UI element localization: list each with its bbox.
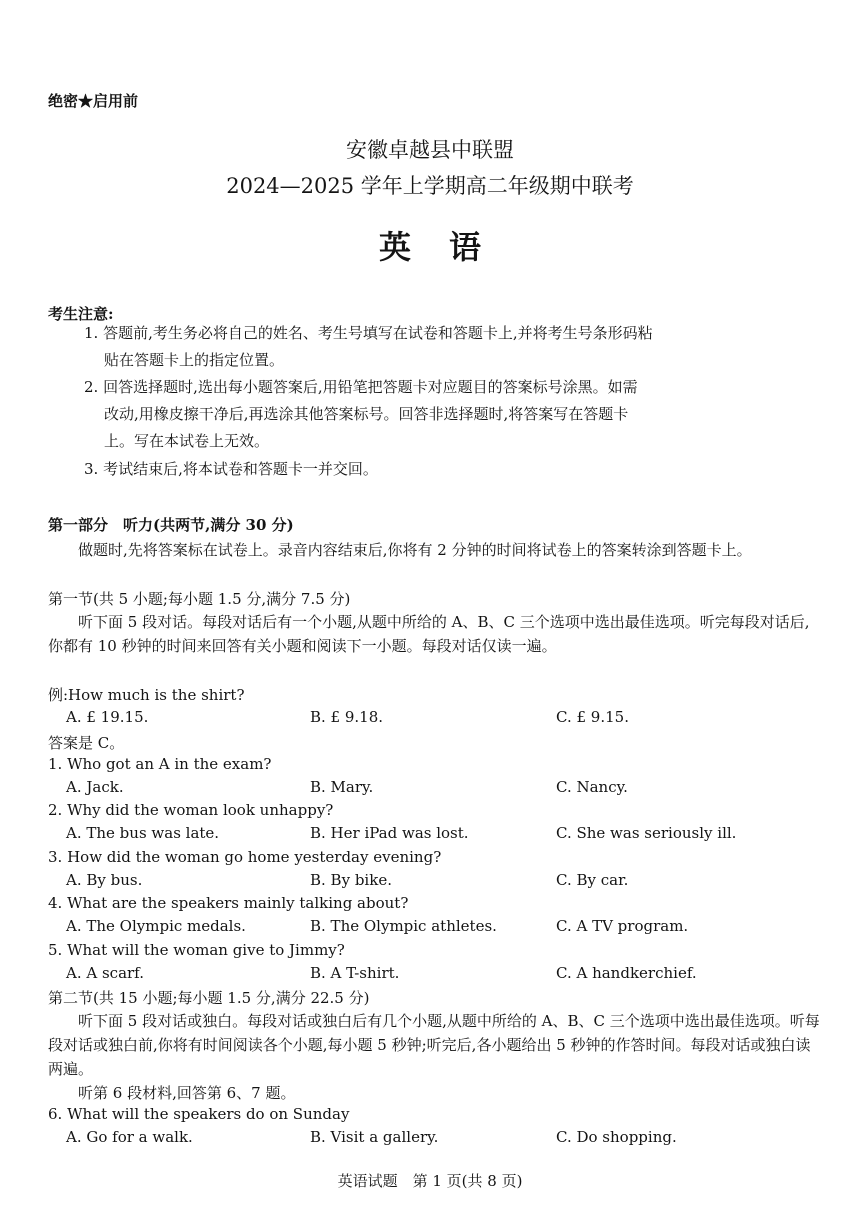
option-c: C. By car. (556, 871, 629, 889)
question-1: 1. Who got an A in the exam? (48, 755, 272, 773)
confidential-label: 绝密★启用前 (48, 92, 139, 110)
option-c: C. A TV program. (556, 917, 689, 935)
option-a: A. £ 19.15. (66, 708, 149, 726)
notice-heading: 考生注意: (48, 305, 114, 323)
section2-heading: 第二节(共 15 小题;每小题 1.5 分,满分 22.5 分) (48, 989, 370, 1007)
option-a: A. By bus. (66, 871, 143, 889)
notice-item-1 (84, 320, 824, 374)
part1-intro: 做题时,先将答案标在试卷上。录音内容结束后,你将有 2 分钟的时间将试卷上的答案转涂到答题卡上。 (78, 541, 752, 559)
exam-title: 2024—2025 学年上学期高二年级期中联考 (226, 174, 634, 198)
notice-item-3 (84, 456, 824, 483)
question-6: 6. What will the speakers do on Sunday (48, 1105, 350, 1123)
option-a: A. The Olympic medals. (66, 917, 246, 935)
option-b: B. £ 9.18. (310, 708, 384, 726)
option-c: C. Nancy. (556, 778, 628, 796)
notice-item-continuation: 改动,用橡皮擦干净后,再选涂其他答案标号。回答非选择题时,将答案写在答题卡 (104, 405, 629, 423)
option-a: A. A scarf. (66, 964, 144, 982)
option-a: A. Jack. (66, 778, 124, 796)
example-question: 例:How much is the shirt? (48, 686, 245, 704)
example-answer: 答案是 C。 (48, 734, 125, 752)
notice-item-2 (84, 374, 824, 455)
page-footer: 英语试题 第 1 页(共 8 页) (337, 1172, 523, 1190)
material-6-instruction: 听第 6 段材料,回答第 6、7 题。 (78, 1084, 296, 1102)
question-3: 3. How did the woman go home yesterday evening? (48, 848, 442, 866)
option-b: B. Her iPad was lost. (310, 824, 469, 842)
option-c: C. Do shopping. (556, 1128, 677, 1146)
section1-heading: 第一节(共 5 小题;每小题 1.5 分,满分 7.5 分) (48, 590, 351, 608)
notice-item-continuation: 贴在答题卡上的指定位置。 (104, 351, 285, 369)
option-b: B. Mary. (310, 778, 374, 796)
notice-item-text: 2. 回答选择题时,选出每小题答案后,用铅笔把答题卡对应题目的答案标号涂黑。如需 (84, 378, 638, 396)
option-a: A. Go for a walk. (66, 1128, 193, 1146)
question-5: 5. What will the woman give to Jimmy? (48, 941, 345, 959)
subject-title: 英语 (378, 228, 519, 266)
option-c: C. A handkerchief. (556, 964, 697, 982)
question-4: 4. What are the speakers mainly talking about? (48, 894, 409, 912)
part1-heading: 第一部分 听力(共两节,满分 30 分) (48, 516, 294, 534)
option-a: A. The bus was late. (66, 824, 220, 842)
section1-intro: 听下面 5 段对话。每段对话后有一个小题,从题中所给的 A、B、C 三个选项中选出最佳选项。听完每段对话后,你都有 10 秒钟的时间来回答有关小题和阅读下一小题。每段对话仅读一遍。 (48, 613, 810, 655)
option-c: C. £ 9.15. (556, 708, 629, 726)
notice-item-continuation: 上。写在本试卷上无效。 (104, 432, 270, 450)
alliance-name: 安徽卓越县中联盟 (346, 138, 514, 162)
question-2: 2. Why did the woman look unhappy? (48, 801, 334, 819)
option-b: B. Visit a gallery. (310, 1128, 439, 1146)
option-b: B. By bike. (310, 871, 392, 889)
section2-intro: 听下面 5 段对话或独白。每段对话或独白后有几个小题,从题中所给的 A、B、C 三个选项中选出最佳选项。听每段对话或独白前,你将有时间阅读各个小题,每小题 5 秒钟;听完后,各小题给出 5 秒钟的作答时间。每段对话或独白读两遍。 (48, 1012, 820, 1078)
option-b: B. A T-shirt. (310, 964, 400, 982)
option-b: B. The Olympic athletes. (310, 917, 497, 935)
notice-item-text: 1. 答题前,考生务必将自己的姓名、考生号填写在试卷和答题卡上,并将考生号条形码粘 (84, 324, 653, 342)
option-c: C. She was seriously ill. (556, 824, 737, 842)
notice-item-text: 3. 考试结束后,将本试卷和答题卡一并交回。 (84, 460, 378, 478)
